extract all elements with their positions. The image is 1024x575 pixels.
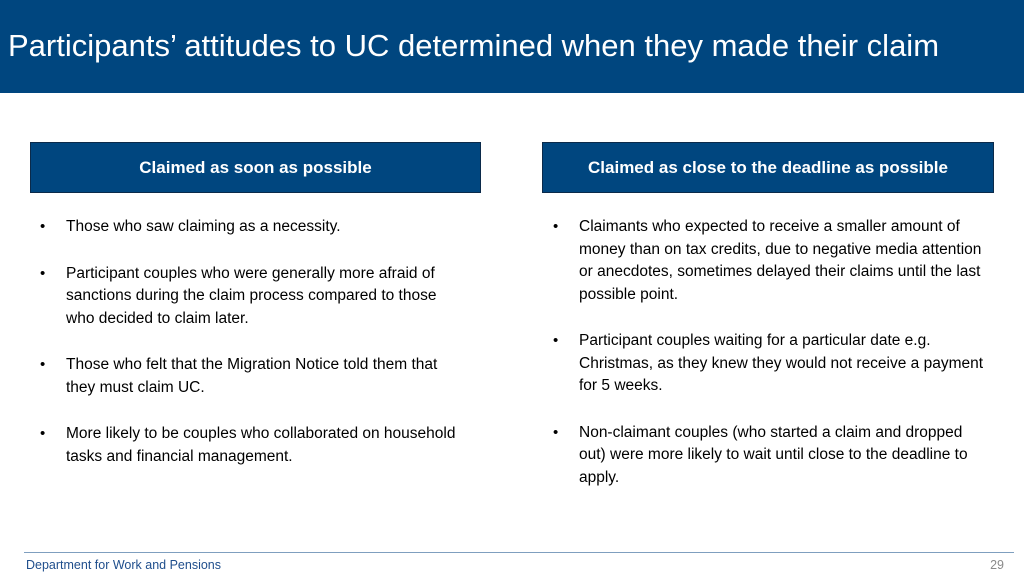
bullet-item [553,422,988,490]
left-column-heading [30,142,481,193]
bullet-text: Participant couples waiting for a particular date e.g. Christmas, as they knew they would not receive a payment for 5 weeks. [579,332,984,394]
bullet-item [40,263,460,331]
footer-organisation: Department for Work and Pensions [26,558,222,572]
bullet-icon: • [553,218,559,235]
right-column-heading [542,142,994,193]
left-bullet-list [40,216,460,492]
left-column-heading-text: Claimed as soon as possible [139,157,372,177]
bullet-text: Those who felt that the Migration Notice told them that they must claim UC. [66,356,438,396]
bullet-item [553,216,988,306]
bullet-text: Those who saw claiming as a necessity. [66,218,341,235]
bullet-item [40,423,460,468]
bullet-icon: • [40,218,46,235]
title-bar [0,0,1024,93]
slide-title: Participants’ attitudes to UC determined when they made their claim [8,28,940,63]
bullet-item [40,216,460,239]
bullet-icon: • [40,264,46,282]
right-column-heading-text: Claimed as close to the deadline as possible [588,157,948,177]
bullet-icon: • [40,425,46,442]
bullet-text: Participant couples who were generally more afraid of sanctions during the claim process compared to those who decided to claim later. [66,264,437,327]
bullet-icon: • [553,423,559,441]
bullet-icon: • [553,332,559,349]
bullet-item [40,354,460,399]
right-bullet-list [553,216,988,513]
footer-divider [24,552,1014,553]
bullet-icon: • [40,356,46,373]
bullet-text: Non-claimant couples (who started a claim and dropped out) were more likely to wait until close to the deadline to apply. [579,423,968,486]
bullet-text: Claimants who expected to receive a smaller amount of money than on tax credits, due to negative media attention or anecdotes, sometimes delayed their claims until the last possible point. [579,218,982,303]
bullet-item [553,330,988,398]
bullet-text: More likely to be couples who collaborated on household tasks and financial management. [66,425,456,465]
page-number: 29 [990,558,1004,572]
